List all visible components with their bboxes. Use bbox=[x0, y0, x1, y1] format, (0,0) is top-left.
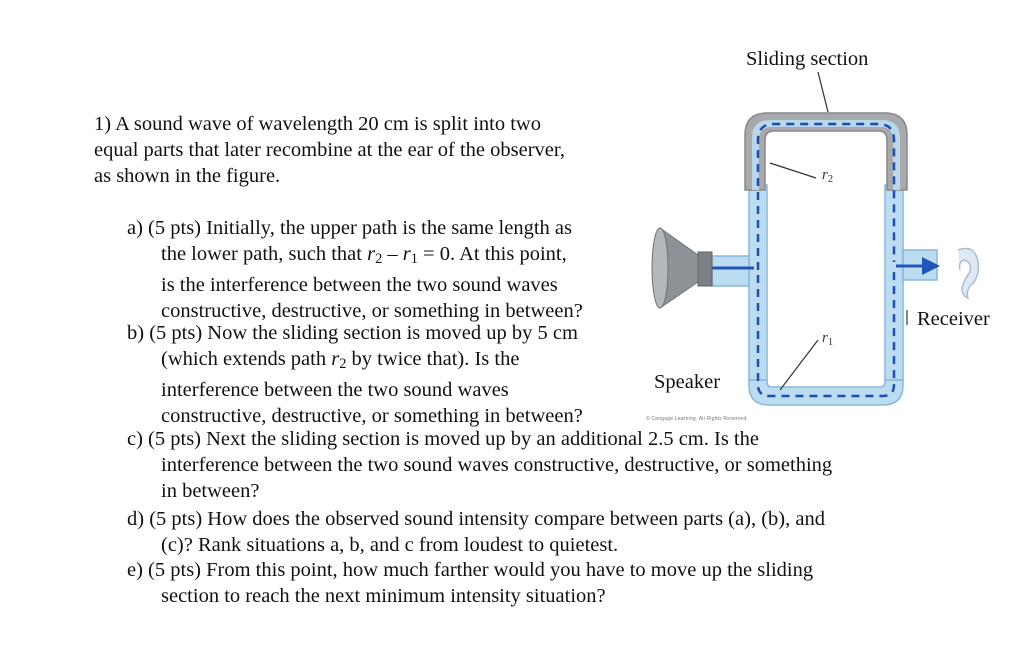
part-a-line-2-suffix: = 0. At this point, bbox=[417, 243, 567, 265]
question-part-d bbox=[127, 506, 825, 558]
part-b-r2-sub: 2 bbox=[339, 356, 347, 372]
part-a-r1-sub: 1 bbox=[410, 251, 418, 267]
ear-outline bbox=[958, 249, 978, 299]
part-a-line-2 bbox=[127, 241, 583, 272]
part-c-line-3: in between? bbox=[161, 480, 260, 502]
ear-icon bbox=[958, 249, 978, 299]
part-d-line-2: (c)? Rank situations a, b, and c from loudest to quietest. bbox=[161, 534, 619, 556]
part-b-line-2 bbox=[127, 346, 583, 377]
part-b-r2-symbol: r bbox=[331, 348, 340, 370]
r2-label bbox=[822, 167, 833, 185]
question-intro bbox=[94, 111, 565, 189]
r1-sub: 1 bbox=[827, 337, 834, 348]
question-part-a bbox=[127, 215, 583, 324]
part-a-line-1: a) (5 pts) Initially, the upper path is the same length as bbox=[127, 217, 572, 239]
part-b-line-4: constructive, destructive, or something in between? bbox=[161, 405, 583, 427]
r1-symbol: r bbox=[822, 330, 828, 346]
part-d-line-1: d) (5 pts) How does the observed sound intensity compare between parts (a), (b), and bbox=[127, 508, 825, 530]
intro-line-2: equal parts that later recombine at the ear of the observer, bbox=[94, 139, 566, 161]
question-part-e bbox=[127, 557, 813, 609]
question-part-b bbox=[127, 320, 583, 429]
lower-tube bbox=[712, 185, 937, 405]
part-b-line-2-suffix: by twice that). Is the bbox=[346, 348, 520, 370]
speaker-rim bbox=[652, 228, 668, 308]
part-b-line-1: b) (5 pts) Now the sliding section is moved up by 5 cm bbox=[127, 322, 578, 344]
part-a-r2-symbol: r bbox=[367, 243, 376, 265]
bottom-bend bbox=[749, 380, 903, 405]
part-a-r1-symbol: r bbox=[402, 243, 411, 265]
wave-paths bbox=[758, 124, 894, 396]
receiver-label: Receiver bbox=[917, 308, 990, 330]
part-a-line-4: constructive, destructive, or something in between? bbox=[161, 300, 583, 322]
r1-pointer bbox=[780, 340, 818, 390]
part-a-minus: – bbox=[382, 243, 403, 265]
part-e-line-1: e) (5 pts) From this point, how much farther would you have to move up the sliding bbox=[127, 559, 814, 581]
speaker-icon bbox=[652, 228, 712, 308]
right-tube-leg bbox=[885, 185, 903, 380]
part-a-line-2-prefix: the lower path, such that bbox=[161, 243, 368, 265]
intro-line-1: 1) A sound wave of wavelength 20 cm is split into two bbox=[94, 113, 541, 135]
part-a-line-3: is the interference between the two sound waves bbox=[161, 274, 558, 296]
part-a-r2-sub: 2 bbox=[375, 251, 383, 267]
part-c-line-2: interference between the two sound waves constructive, destructive, or something bbox=[161, 454, 833, 476]
speaker-neck bbox=[698, 252, 712, 286]
part-e-line-2: section to reach the next minimum intensity situation? bbox=[161, 585, 606, 607]
r1-label bbox=[822, 330, 833, 348]
sliding-pointer bbox=[818, 72, 828, 112]
part-c-line-1: c) (5 pts) Next the sliding section is moved up by an additional 2.5 cm. Is the bbox=[127, 428, 759, 450]
copyright-note: © Cengage Learning. All Rights Reserved. bbox=[646, 416, 749, 422]
input-stub bbox=[712, 256, 749, 286]
intro-line-3: as shown in the figure. bbox=[94, 165, 281, 187]
r2-sub: 2 bbox=[827, 174, 834, 185]
r2-pointer bbox=[770, 163, 816, 178]
r2-symbol: r bbox=[822, 167, 828, 183]
speaker-label: Speaker bbox=[654, 371, 721, 393]
upper-path bbox=[758, 124, 894, 270]
part-b-line-3: interference between the two sound waves bbox=[161, 379, 509, 401]
part-b-line-2-prefix: (which extends path bbox=[161, 348, 332, 370]
sliding-section-label: Sliding section bbox=[746, 48, 869, 70]
